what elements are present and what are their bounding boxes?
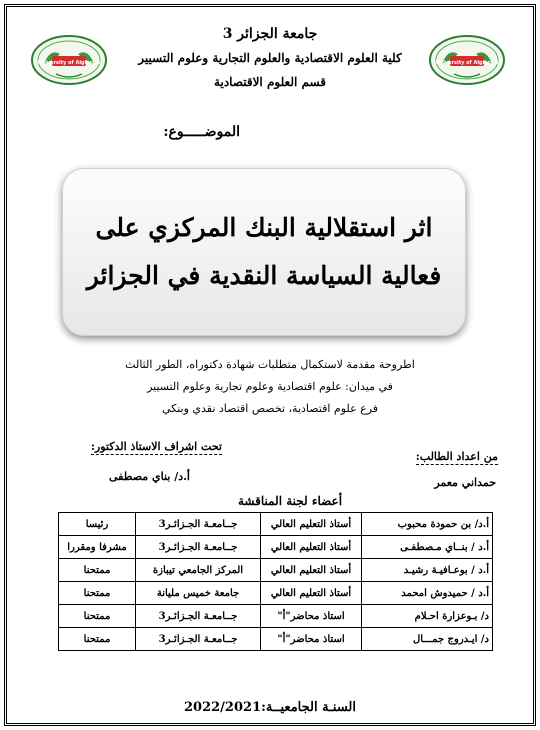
member-rank: استاذ محاضر"أ" [261,628,362,651]
table-row [59,513,493,536]
member-rank: استاذ محاضر"أ" [261,605,362,628]
logo-text-left: University of Algiers 3 [37,60,101,66]
student-name: حمداني معمر [434,476,496,489]
purpose-line-3: فرع علوم اقتصادية، تخصص اقتصاد نقدي وبنكي [161,402,379,415]
member-role: ممتحنا [59,605,136,628]
member-institution: جــامعـة الجـزائـر3 [136,536,261,559]
thesis-title-line-1: اثر استقلالية البنك المركزي على [95,213,433,242]
institution-header [110,22,430,94]
thesis-title-box [62,168,466,336]
thesis-title-line-2: فعالية السياسة النقدية في الجزائر [86,261,442,290]
member-institution: جــامعـة الجـزائـر3 [136,628,261,651]
member-rank: أستاذ التعليم العالي [261,513,362,536]
member-institution: جــامعـة الجـزائـر3 [136,513,261,536]
member-name: أ.د/ بن حمودة محبوب [362,513,493,536]
academic-year-label: السنـة الجامعيــة: [261,700,356,715]
student-label: من اعداد الطالب: [415,450,498,463]
university-name: جامعة الجزائر 3 [222,26,318,42]
table-row [59,536,493,559]
member-name: أ.د / بوعـافيـة رشيـد [362,559,493,582]
member-role: ممتحنا [59,559,136,582]
supervisor-label: تحت اشراف الاستاذ الدكتور: [90,440,222,453]
table-row [59,582,493,605]
member-institution: المركز الجامعي تيبازة [136,559,261,582]
member-rank: أستاذ التعليم العالي [261,582,362,605]
academic-year-value: 2022/2021 [184,700,262,715]
supervisor-name: أ.د/ بناي مصطفى [109,470,190,483]
university-logo-right [428,34,506,86]
member-role: مشرفا ومقررا [59,536,136,559]
purpose-line-2: في ميدان: علوم اقتصادية وعلوم تجارية وعلوم التسيير [147,380,393,393]
member-role: ممتحنا [59,628,136,651]
member-name: د/ بـوعزارة احـلام [362,605,493,628]
purpose-line-1: اطروحة مقدمة لاستكمال متطلبات شهادة دكتوراه، الطور الثالث [125,358,415,371]
member-name: أ.د / بنــاي مـصطفـى [362,536,493,559]
member-role: رئيسا [59,513,136,536]
member-rank: أستاذ التعليم العالي [261,559,362,582]
university-logo-left [30,34,108,86]
thesis-purpose [100,354,440,420]
member-name: أ.د / حميدوش امحمد [362,582,493,605]
member-institution: جامعة خميس مليانة [136,582,261,605]
logo-text-right: University of Algiers 3 [435,60,499,66]
academic-year [140,700,400,715]
committee-title: أعضاء لجنة المناقشة [237,494,343,508]
member-institution: جــامعـة الجـزائـر3 [136,605,261,628]
member-role: ممتحنا [59,582,136,605]
committee-table [58,512,493,651]
department-name: قسم العلوم الاقتصادية [214,75,326,89]
member-rank: أستاذ التعليم العالي [261,536,362,559]
member-name: د/ ايـدروج جمـــال [362,628,493,651]
table-row [59,559,493,582]
faculty-name: كلية العلوم الاقتصادية والعلوم التجارية وعلوم التسيير [138,51,402,65]
table-row [59,628,493,651]
topic-label: الموضـــــوع: [163,124,240,140]
table-row [59,605,493,628]
